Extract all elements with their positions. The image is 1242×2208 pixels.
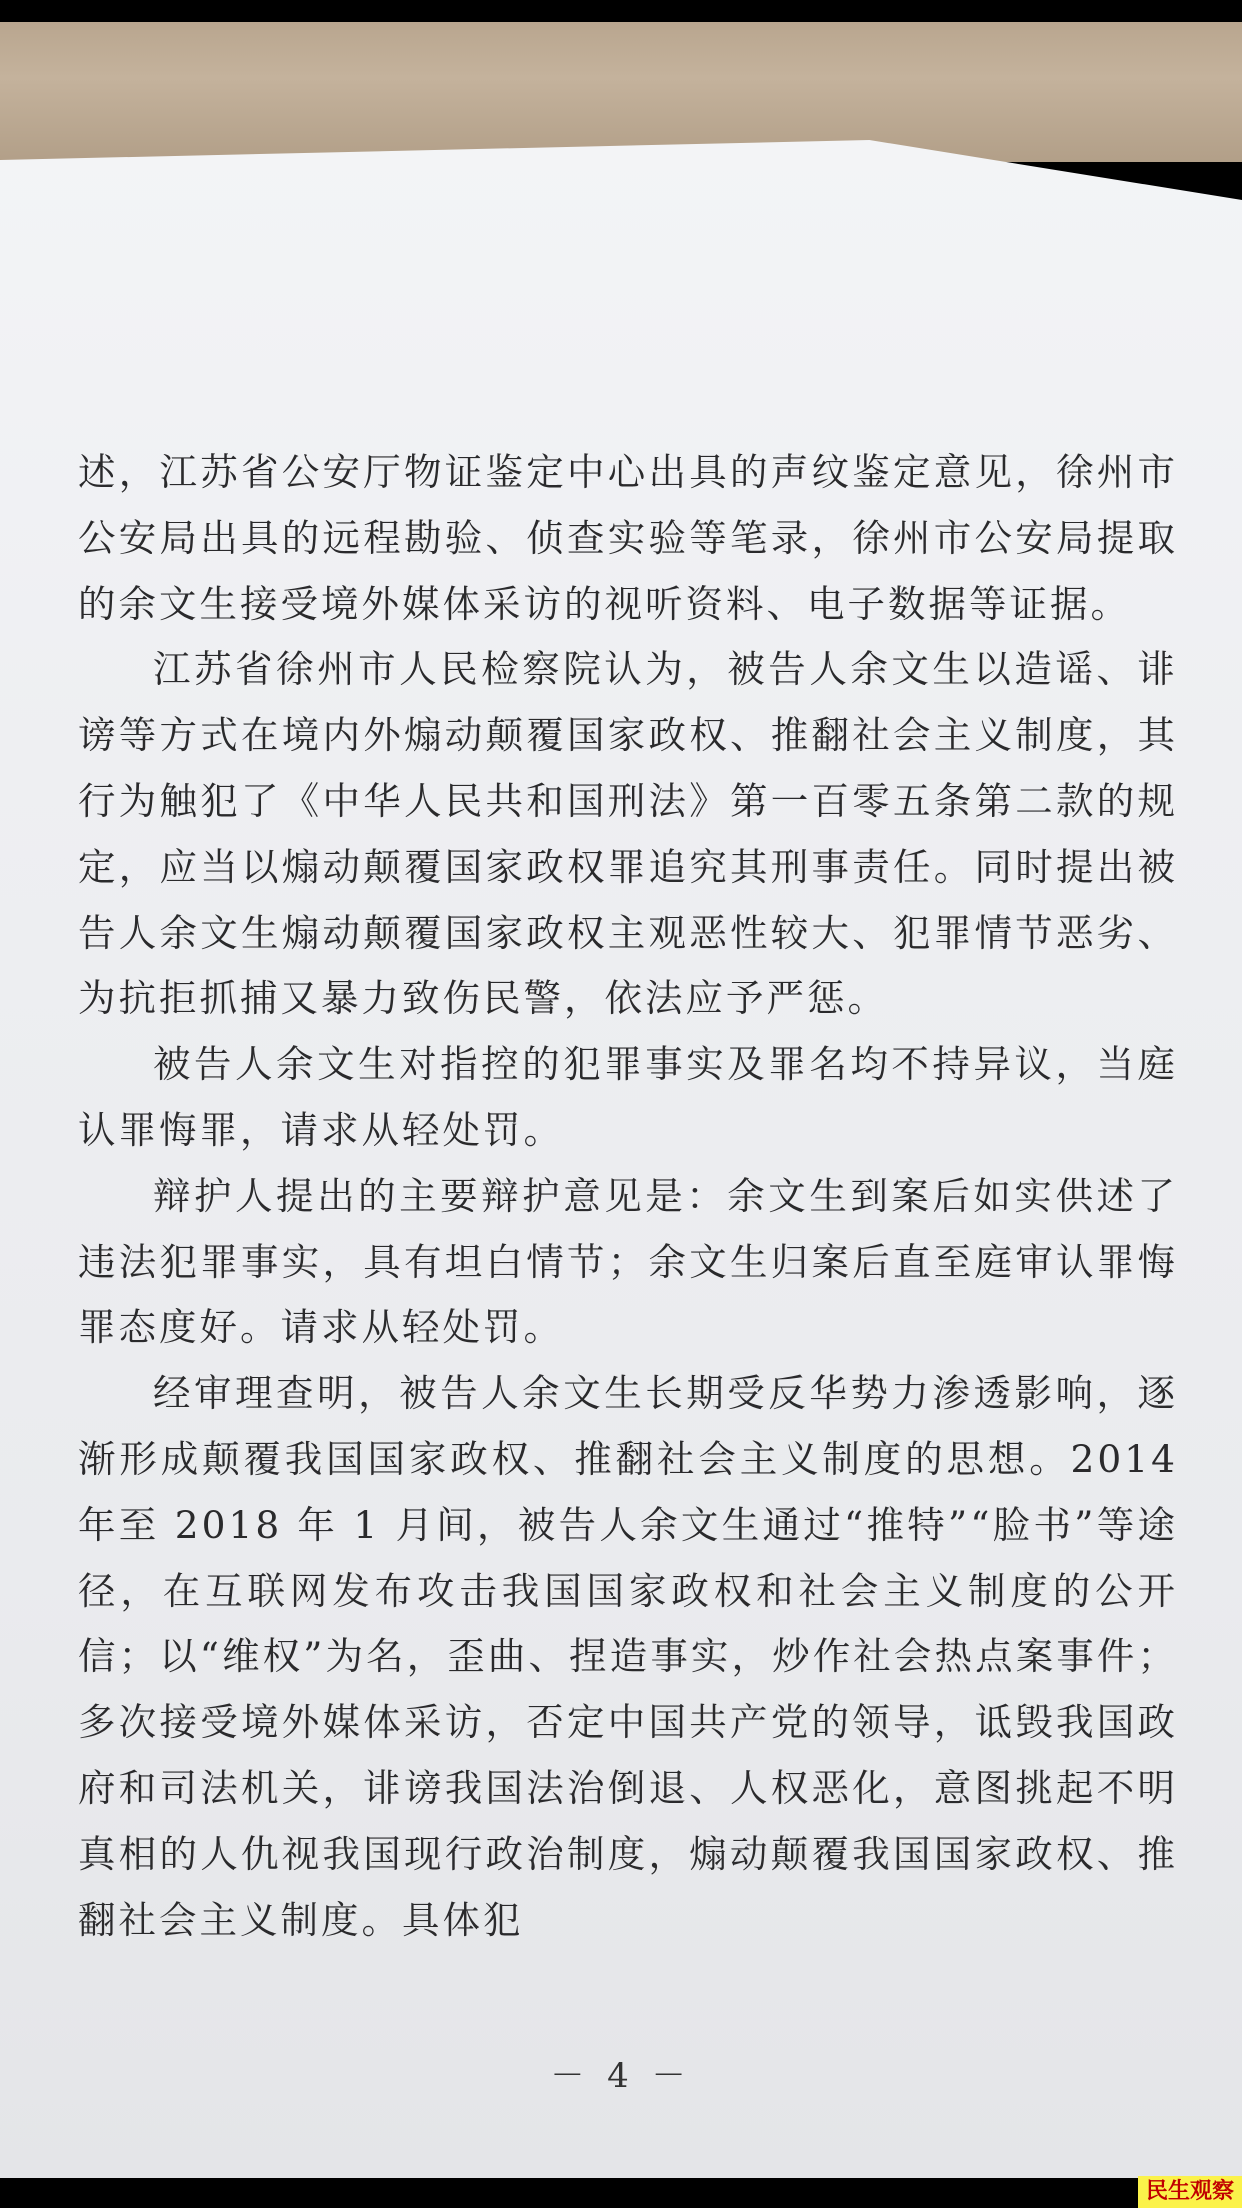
paragraph-defendant-plea: 被告人余文生对指控的犯罪事实及罪名均不持异议，当庭认罪悔罪，请求从轻处罚。 [78, 1042, 1178, 1152]
page-number: － 4 － [550, 2056, 692, 2096]
document-body [78, 440, 1178, 1953]
watermark-badge: 民生观察 [1138, 2176, 1242, 2208]
top-black-bar [0, 0, 1242, 22]
paragraph-defense-opinion: 辩护人提出的主要辩护意见是：余文生到案后如实供述了违法犯罪事实，具有坦白情节；余文生归案后直至庭审认罪悔罪态度好。请求从轻处罚。 [78, 1173, 1178, 1350]
bottom-black-bar [0, 2178, 1242, 2208]
paragraph-procuratorate-opinion: 江苏省徐州市人民检察院认为，被告人余文生以造谣、诽谤等方式在境内外煽动颠覆国家政权、推翻社会主义制度，其行为触犯了《中华人民共和国刑法》第一百零五条第二款的规定，应当以煽动颠覆国家政权罪追究其刑事责任。同时提出被告人余文生煽动颠覆国家政权主观恶性较大、犯罪情节恶劣、为抗拒抓捕又暴力致伤民警，依法应予严惩。 [78, 647, 1178, 1021]
desk-background [0, 22, 1242, 162]
paragraph-findings: 经审理查明，被告人余文生长期受反华势力渗透影响，逐渐形成颠覆我国国家政权、推翻社会主义制度的思想。2014 年至 2018 年 1 月间，被告人余文生通过“推特”“脸书”等途径，在互联网发布攻击我国国家政权和社会主义制度的公开信；以“维权”为名，歪曲、捏造事实，炒作社会热点案事件；多次接受境外媒体采访，否定中国共产党的领导，诋毁我国政府和司法机关，诽谤我国法治倒退、人权恶化，意图挑起不明真相的人仇视我国现行政治制度，煽动颠覆我国国家政权、推翻社会主义制度。具体犯 [78, 1371, 1178, 1942]
paragraph-evidence: 述，江苏省公安厅物证鉴定中心出具的声纹鉴定意见，徐州市公安局出具的远程勘验、侦查实验等笔录，徐州市公安局提取的余文生接受境外媒体采访的视听资料、电子数据等证据。 [78, 450, 1178, 626]
